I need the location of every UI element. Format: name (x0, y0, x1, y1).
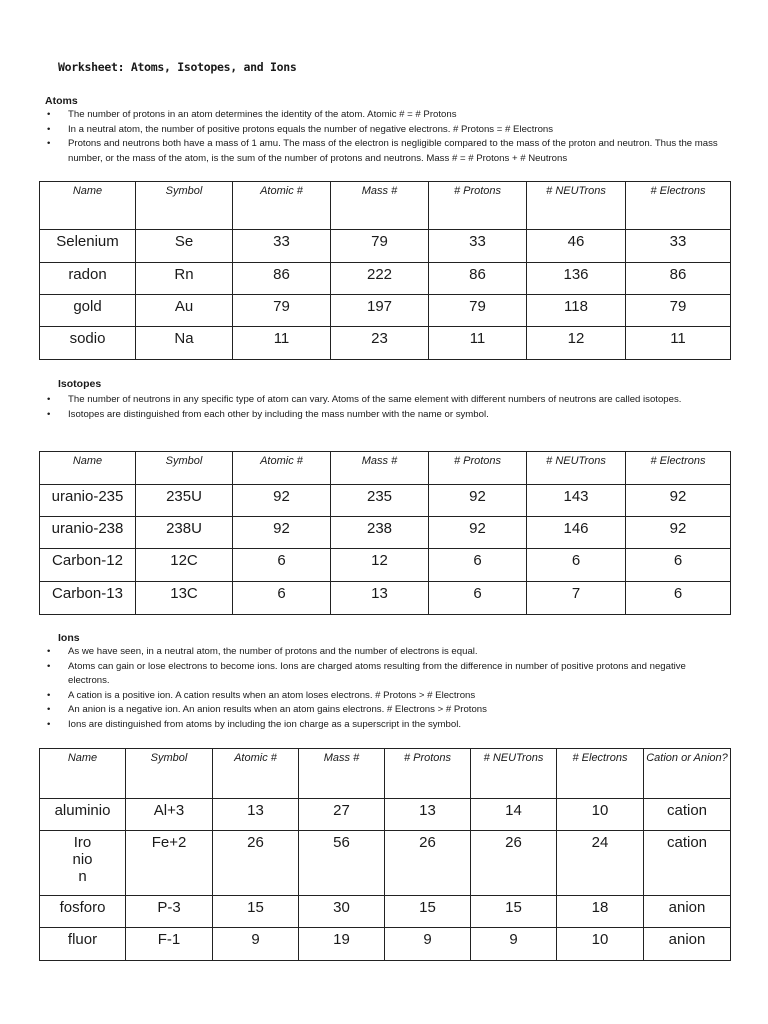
value-cell: 33 (233, 230, 331, 263)
table-header-row (40, 452, 731, 485)
value-cell: 24 (557, 831, 644, 896)
name-cell: fosforo (40, 896, 126, 928)
value-cell: 13 (385, 799, 471, 831)
value-cell: 7 (527, 582, 626, 615)
symbol-cell: F-1 (126, 928, 213, 961)
value-cell: 86 (626, 263, 731, 295)
symbol-cell: 238U (136, 517, 233, 549)
name-cell: Ironion (40, 831, 126, 896)
list-item: • A cation is a positive ion. A cation results when an atom loses electrons. # Protons > # Electrons (47, 689, 727, 704)
value-cell: 18 (557, 896, 644, 928)
ions-table (39, 748, 731, 961)
header-symbol: Symbol (126, 749, 213, 799)
header-neutrons: # NEUTrons (527, 182, 626, 230)
name-cell: gold (40, 295, 136, 327)
header-mass: Mass # (299, 749, 385, 799)
list-item: • As we have seen, in a neutral atom, the number of protons and the number of electrons is equal. (47, 645, 727, 660)
value-cell: 11 (626, 327, 731, 360)
table-header-row (40, 749, 731, 799)
value-cell: 136 (527, 263, 626, 295)
header-electrons: # Electrons (557, 749, 644, 799)
type-cell: cation (644, 799, 731, 831)
value-cell: 6 (527, 549, 626, 582)
value-cell: 9 (213, 928, 299, 961)
value-cell: 9 (385, 928, 471, 961)
table-row (40, 485, 731, 517)
table-row (40, 928, 731, 961)
value-cell: 9 (471, 928, 557, 961)
value-cell: 92 (626, 517, 731, 549)
value-cell: 15 (385, 896, 471, 928)
list-item: • Atoms can gain or lose electrons to become ions. Ions are charged atoms resulting from the difference in number of positive protons and negative electrons. (47, 660, 727, 689)
value-cell: 6 (429, 582, 527, 615)
list-item: • The number of neutrons in any specific type of atom can vary. Atoms of the same element with different numbers of neutrons are called isotopes. (47, 393, 727, 408)
value-cell: 92 (429, 517, 527, 549)
name-cell: Carbon-12 (40, 549, 136, 582)
header-mass: Mass # (331, 452, 429, 485)
name-cell: aluminio (40, 799, 126, 831)
value-cell: 222 (331, 263, 429, 295)
header-cation-anion: Cation or Anion? (644, 749, 731, 799)
symbol-cell: Se (136, 230, 233, 263)
isotopes-bullets (47, 393, 727, 422)
list-item: • Protons and neutrons both have a mass of 1 amu. The mass of the electron is negligible compared to the mass of the proton and neutron. Thus the mass number, or the mass of the atom, is the sum of the number of protons and neutrons. Mass # = # Protons + # Neutrons (47, 137, 727, 166)
atoms-bullets (47, 108, 727, 166)
list-item: • Isotopes are distinguished from each other by including the mass number with the name or symbol. (47, 408, 727, 423)
table-row (40, 263, 731, 295)
value-cell: 118 (527, 295, 626, 327)
header-atomic: Atomic # (233, 452, 331, 485)
atoms-heading: Atoms (45, 95, 78, 107)
name-cell: fluor (40, 928, 126, 961)
name-cell: uranio-238 (40, 517, 136, 549)
value-cell: 86 (233, 263, 331, 295)
name-cell: uranio-235 (40, 485, 136, 517)
value-cell: 11 (233, 327, 331, 360)
value-cell: 13 (331, 582, 429, 615)
value-cell: 79 (429, 295, 527, 327)
symbol-cell: Fe+2 (126, 831, 213, 896)
table-header-row (40, 182, 731, 230)
symbol-cell: Rn (136, 263, 233, 295)
value-cell: 15 (213, 896, 299, 928)
value-cell: 33 (429, 230, 527, 263)
value-cell: 6 (429, 549, 527, 582)
ions-heading: Ions (58, 632, 80, 644)
value-cell: 6 (626, 582, 731, 615)
table-row (40, 295, 731, 327)
value-cell: 10 (557, 928, 644, 961)
header-protons: # Protons (429, 452, 527, 485)
value-cell: 11 (429, 327, 527, 360)
value-cell: 33 (626, 230, 731, 263)
list-item: • An anion is a negative ion. An anion results when an atom gains electrons. # Electrons > # Protons (47, 703, 727, 718)
header-name: Name (40, 452, 136, 485)
value-cell: 26 (385, 831, 471, 896)
header-name: Name (40, 182, 136, 230)
value-cell: 79 (233, 295, 331, 327)
value-cell: 86 (429, 263, 527, 295)
value-cell: 146 (527, 517, 626, 549)
value-cell: 26 (213, 831, 299, 896)
value-cell: 23 (331, 327, 429, 360)
value-cell: 238 (331, 517, 429, 549)
value-cell: 197 (331, 295, 429, 327)
table-row (40, 230, 731, 263)
value-cell: 13 (213, 799, 299, 831)
type-cell: cation (644, 831, 731, 896)
value-cell: 92 (233, 485, 331, 517)
value-cell: 26 (471, 831, 557, 896)
table-row (40, 517, 731, 549)
symbol-cell: Au (136, 295, 233, 327)
table-row (40, 831, 731, 896)
value-cell: 10 (557, 799, 644, 831)
name-cell: Selenium (40, 230, 136, 263)
worksheet-title: Worksheet: Atoms, Isotopes, and Ions (58, 60, 297, 74)
table-row (40, 799, 731, 831)
name-cell: radon (40, 263, 136, 295)
ions-bullets (47, 645, 727, 732)
value-cell: 6 (233, 582, 331, 615)
header-protons: # Protons (429, 182, 527, 230)
value-cell: 12 (527, 327, 626, 360)
header-protons: # Protons (385, 749, 471, 799)
value-cell: 12 (331, 549, 429, 582)
type-cell: anion (644, 896, 731, 928)
symbol-cell: 13C (136, 582, 233, 615)
name-cell: sodio (40, 327, 136, 360)
header-name: Name (40, 749, 126, 799)
symbol-cell: P-3 (126, 896, 213, 928)
header-atomic: Atomic # (213, 749, 299, 799)
value-cell: 92 (626, 485, 731, 517)
value-cell: 15 (471, 896, 557, 928)
value-cell: 46 (527, 230, 626, 263)
value-cell: 143 (527, 485, 626, 517)
value-cell: 92 (233, 517, 331, 549)
value-cell: 14 (471, 799, 557, 831)
type-cell: anion (644, 928, 731, 961)
header-electrons: # Electrons (626, 452, 731, 485)
value-cell: 30 (299, 896, 385, 928)
value-cell: 56 (299, 831, 385, 896)
table-row (40, 549, 731, 582)
header-symbol: Symbol (136, 452, 233, 485)
value-cell: 6 (233, 549, 331, 582)
header-neutrons: # NEUTrons (471, 749, 557, 799)
isotopes-table (39, 451, 731, 615)
table-row (40, 582, 731, 615)
value-cell: 6 (626, 549, 731, 582)
symbol-cell: Na (136, 327, 233, 360)
table-row (40, 327, 731, 360)
header-symbol: Symbol (136, 182, 233, 230)
symbol-cell: 12C (136, 549, 233, 582)
value-cell: 19 (299, 928, 385, 961)
list-item: • Ions are distinguished from atoms by including the ion charge as a superscript in the symbol. (47, 718, 727, 733)
table-row (40, 896, 731, 928)
symbol-cell: 235U (136, 485, 233, 517)
atoms-table (39, 181, 731, 360)
value-cell: 92 (429, 485, 527, 517)
list-item: • In a neutral atom, the number of positive protons equals the number of negative electrons. # Protons = # Electrons (47, 123, 727, 138)
header-atomic: Atomic # (233, 182, 331, 230)
value-cell: 27 (299, 799, 385, 831)
header-electrons: # Electrons (626, 182, 731, 230)
value-cell: 79 (331, 230, 429, 263)
list-item: • The number of protons in an atom determines the identity of the atom. Atomic # = # Protons (47, 108, 727, 123)
isotopes-heading: Isotopes (58, 378, 102, 390)
header-mass: Mass # (331, 182, 429, 230)
header-neutrons: # NEUTrons (527, 452, 626, 485)
symbol-cell: Al+3 (126, 799, 213, 831)
value-cell: 79 (626, 295, 731, 327)
value-cell: 235 (331, 485, 429, 517)
name-cell: Carbon-13 (40, 582, 136, 615)
